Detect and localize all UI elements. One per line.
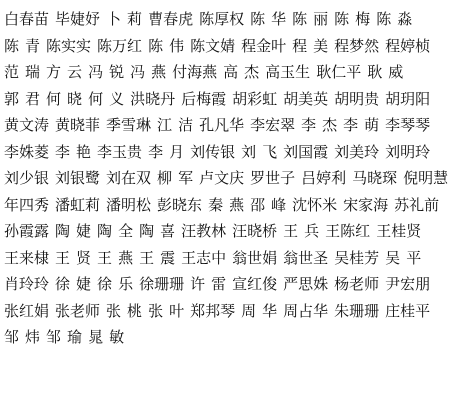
name-cell: 刘传银 [190, 142, 236, 161]
name-cell: 萌 [364, 116, 380, 135]
name-cell: 王陈红 [325, 222, 371, 241]
name-cell: 胡明贵 [334, 89, 380, 108]
name-cell: 王 [283, 222, 299, 241]
name-cell: 青 [25, 36, 41, 55]
name-cell: 陈 [4, 36, 20, 55]
name-cell: 婕 [76, 275, 92, 294]
name-cell: 孔凡华 [199, 116, 245, 135]
name-cell: 宣红俊 [232, 275, 278, 294]
name-cell: 潘虹莉 [55, 195, 101, 214]
name-cell: 吕婷利 [301, 169, 347, 188]
name-cell: 张 [148, 301, 164, 320]
name-cell: 马晓琛 [352, 169, 398, 188]
name-cell: 吴 [385, 248, 401, 267]
name-row [4, 165, 449, 192]
name-cell: 陈厚权 [199, 10, 245, 29]
name-cell: 李 [55, 142, 71, 161]
name-cell: 周 [241, 301, 257, 320]
name-cell: 飞 [262, 142, 278, 161]
name-cell: 苏礼前 [394, 195, 440, 214]
name-cell: 瑜 [67, 328, 83, 347]
name-cell: 梅 [355, 10, 371, 29]
name-cell: 高 [223, 63, 239, 82]
name-cell: 刘在双 [106, 169, 152, 188]
name-cell: 乐 [118, 275, 134, 294]
name-row [4, 271, 445, 298]
name-cell: 丽 [313, 10, 329, 29]
name-cell: 秦 [208, 195, 224, 214]
name-cell: 王来棣 [4, 248, 50, 267]
name-cell: 莉 [127, 10, 143, 29]
name-cell: 宋家海 [343, 195, 389, 214]
name-cell: 胡玥阳 [385, 89, 431, 108]
name-cell: 尹宏朋 [385, 275, 431, 294]
name-cell: 耿 [367, 63, 383, 82]
name-cell: 王 [97, 248, 113, 267]
name-cell: 孙霞露 [4, 222, 50, 241]
name-row [4, 112, 445, 139]
name-cell: 陈 [148, 36, 164, 55]
name-cell: 杰 [322, 116, 338, 135]
name-cell: 季雪琳 [106, 116, 152, 135]
name-cell: 庄桂平 [385, 301, 431, 320]
name-cell: 燕 [118, 248, 134, 267]
name-cell: 程婷桢 [385, 36, 431, 55]
name-cell: 邹 [46, 328, 62, 347]
name-cell: 程金叶 [241, 36, 287, 55]
name-cell: 程梦然 [334, 36, 380, 55]
name-cell: 李 [148, 142, 164, 161]
name-cell: 杰 [244, 63, 260, 82]
name-cell: 桃 [127, 301, 143, 320]
name-cell: 江 [157, 116, 173, 135]
name-cell: 张红娟 [4, 301, 50, 320]
name-cell: 锐 [109, 63, 125, 82]
name-cell: 范 [4, 63, 20, 82]
name-cell: 威 [388, 63, 404, 82]
name-cell: 晁 [88, 328, 104, 347]
name-cell: 耿仁平 [316, 63, 362, 82]
name-row [4, 86, 445, 113]
name-cell: 付海燕 [172, 63, 218, 82]
name-cell: 高玉生 [265, 63, 311, 82]
name-row [4, 324, 445, 351]
name-cell: 敏 [109, 328, 125, 347]
name-cell: 刘美玲 [334, 142, 380, 161]
name-row [4, 298, 445, 325]
name-cell: 年四秀 [4, 195, 50, 214]
name-cell: 周占华 [283, 301, 329, 320]
name-cell: 邵 [250, 195, 266, 214]
name-list [4, 6, 449, 351]
name-cell: 喜 [160, 222, 176, 241]
name-row [4, 6, 445, 33]
name-cell: 冯 [130, 63, 146, 82]
name-cell: 云 [67, 63, 83, 82]
name-cell: 陶 [97, 222, 113, 241]
name-cell: 李琴琴 [385, 116, 431, 135]
name-cell: 陶 [55, 222, 71, 241]
name-cell: 杨老师 [334, 275, 380, 294]
name-cell: 刘国霞 [283, 142, 329, 161]
name-cell: 刘明玲 [385, 142, 431, 161]
name-cell: 潘明松 [106, 195, 152, 214]
name-cell: 婕 [76, 222, 92, 241]
name-cell: 刘银鹭 [55, 169, 101, 188]
name-cell: 燕 [229, 195, 245, 214]
name-cell: 白春苗 [4, 10, 50, 29]
name-cell: 胡彩虹 [232, 89, 278, 108]
name-cell: 沈怀米 [292, 195, 338, 214]
name-cell: 晓 [67, 89, 83, 108]
name-cell: 贤 [76, 248, 92, 267]
name-cell: 徐 [97, 275, 113, 294]
name-cell: 冯 [88, 63, 104, 82]
name-cell: 李玉贵 [97, 142, 143, 161]
name-cell: 洁 [178, 116, 194, 135]
name-cell: 淼 [397, 10, 413, 29]
name-cell: 平 [406, 248, 422, 267]
name-cell: 雷 [211, 275, 227, 294]
name-cell: 彭晓东 [157, 195, 203, 214]
name-cell: 柳 [157, 169, 173, 188]
name-cell: 燕 [151, 63, 167, 82]
name-cell: 刘 [241, 142, 257, 161]
name-cell: 黄文涛 [4, 116, 50, 135]
name-row [4, 59, 445, 86]
name-cell: 倪明慧 [403, 169, 449, 188]
name-cell: 李 [343, 116, 359, 135]
name-cell: 翁世圣 [283, 248, 329, 267]
name-cell: 华 [271, 10, 287, 29]
name-cell: 卢文庆 [199, 169, 245, 188]
name-cell: 张 [106, 301, 122, 320]
name-cell: 艳 [76, 142, 92, 161]
name-cell: 陈 [250, 10, 266, 29]
name-cell: 军 [178, 169, 194, 188]
name-cell: 邹 [4, 328, 20, 347]
name-cell: 罗世子 [250, 169, 296, 188]
name-cell: 程 [292, 36, 308, 55]
name-cell: 全 [118, 222, 134, 241]
name-cell: 陶 [139, 222, 155, 241]
name-cell: 月 [169, 142, 185, 161]
name-cell: 美 [313, 36, 329, 55]
name-cell: 华 [262, 301, 278, 320]
name-cell: 何 [46, 89, 62, 108]
name-cell: 义 [109, 89, 125, 108]
name-cell: 朱珊珊 [334, 301, 380, 320]
name-cell: 曹春虎 [148, 10, 194, 29]
name-cell: 陈 [334, 10, 350, 29]
name-cell: 王志中 [181, 248, 227, 267]
name-cell: 刘少银 [4, 169, 50, 188]
name-cell: 徐珊珊 [139, 275, 185, 294]
name-cell: 洪晓丹 [130, 89, 176, 108]
name-row [4, 218, 445, 245]
name-cell: 后梅霞 [181, 89, 227, 108]
name-cell: 黄晓菲 [55, 116, 101, 135]
name-cell: 严思姝 [283, 275, 329, 294]
name-cell: 郑邦琴 [190, 301, 236, 320]
name-cell: 张老师 [55, 301, 101, 320]
name-row [4, 33, 445, 60]
name-cell: 陈 [376, 10, 392, 29]
name-cell: 胡美英 [283, 89, 329, 108]
name-cell: 兵 [304, 222, 320, 241]
name-row [4, 245, 445, 272]
name-row [4, 139, 445, 166]
name-cell: 瑞 [25, 63, 41, 82]
name-cell: 方 [46, 63, 62, 82]
name-cell: 肖玲玲 [4, 275, 50, 294]
name-cell: 汪教林 [181, 222, 227, 241]
name-cell: 翁世娟 [232, 248, 278, 267]
name-cell: 毕婕妤 [55, 10, 101, 29]
name-cell: 王 [139, 248, 155, 267]
name-cell: 李姝菱 [4, 142, 50, 161]
name-cell: 陈文婧 [190, 36, 236, 55]
name-cell: 峰 [271, 195, 287, 214]
name-cell: 郭 [4, 89, 20, 108]
name-cell: 炜 [25, 328, 41, 347]
name-row [4, 192, 445, 219]
name-cell: 王桂贤 [376, 222, 422, 241]
name-cell: 陈 [292, 10, 308, 29]
name-cell: 徐 [55, 275, 71, 294]
name-cell: 君 [25, 89, 41, 108]
name-cell: 李 [301, 116, 317, 135]
name-cell: 李宏翠 [250, 116, 296, 135]
name-cell: 伟 [169, 36, 185, 55]
name-cell: 王 [55, 248, 71, 267]
name-cell: 何 [88, 89, 104, 108]
name-cell: 陈实实 [46, 36, 92, 55]
name-cell: 吴桂芳 [334, 248, 380, 267]
name-cell: 陈万红 [97, 36, 143, 55]
name-cell: 汪晓桥 [232, 222, 278, 241]
name-cell: 卜 [106, 10, 122, 29]
name-cell: 叶 [169, 301, 185, 320]
name-cell: 许 [190, 275, 206, 294]
name-cell: 震 [160, 248, 176, 267]
